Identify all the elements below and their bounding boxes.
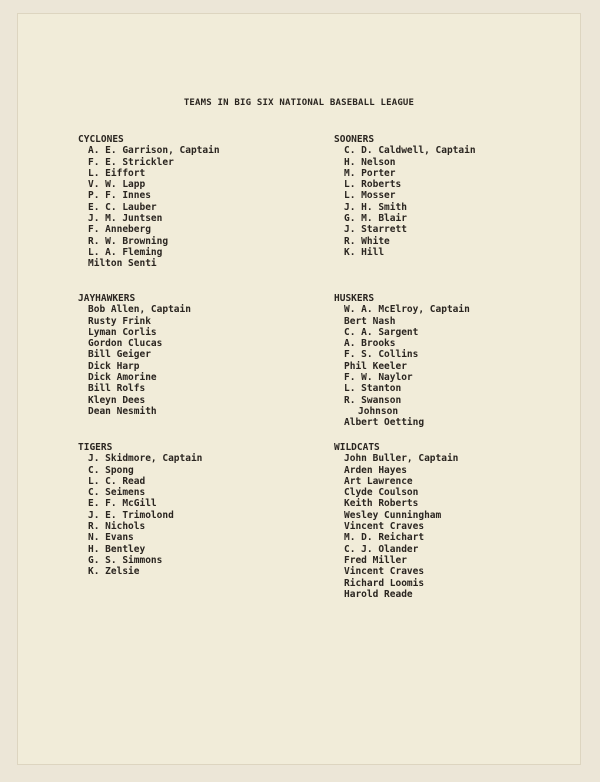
player-name: Dick Amorine [88,372,157,384]
player-name: L. C. Read [88,475,146,487]
player-name: Dick Harp [88,360,140,372]
player-name: Fred Miller [344,554,407,566]
player-name: E. F. McGill [88,498,157,510]
player-name: G. M. Blair [344,213,407,225]
player-name: M. D. Reichart [344,532,425,544]
player-name: F. S. Collins [344,349,419,361]
player-name: Richard Loomis [344,577,425,589]
player-name: F. Anneberg [88,224,151,236]
team-huskers [334,293,470,429]
player-name: J. H. Smith [344,201,407,213]
player-name: M. Porter [344,167,396,179]
player-name: Wesley Cunningham [344,509,442,521]
player-name: C. J. Olander [344,543,419,555]
player-name: F. E. Strickler [88,156,174,168]
player-name: J. M. Juntsen [88,213,163,225]
player-name: C. Seimens [88,487,146,499]
player-name: H. Bentley [88,543,146,555]
player-name: J. Skidmore, Captain [88,453,203,465]
player-name: Bert Nash [344,315,396,327]
player-list [334,304,470,428]
player-name: C. A. Sargent [344,326,419,338]
team-sooners [334,134,476,258]
player-name: Art Lawrence [344,475,413,487]
player-name: N. Evans [88,532,134,544]
player-list [334,145,476,258]
team-name: TIGERS [78,442,113,453]
player-name: A. E. Garrison, Captain [88,145,220,157]
player-name: Bob Allen, Captain [88,304,191,316]
player-name: J. Starrett [344,224,407,236]
player-list [78,145,220,269]
player-name: K. Zelsie [88,566,140,578]
team-name: HUSKERS [334,293,375,304]
team-jayhawkers [78,293,191,417]
player-name: L. Roberts [344,179,402,191]
player-name: L. Stanton [344,383,402,395]
team-name: SOONERS [334,134,375,145]
player-name: John Buller, Captain [344,453,459,465]
player-name: R. White [344,235,390,247]
player-list [334,453,458,600]
player-name: Vincent Craves [344,566,425,578]
player-name: R. Nichols [88,521,146,533]
player-name: G. S. Simmons [88,554,163,566]
player-name: R. Swanson [344,394,402,406]
team-tigers [78,442,202,578]
team-name: JAYHAWKERS [78,293,136,304]
player-name: R. W. Browning [88,235,169,247]
team-name: WILDCATS [334,442,380,453]
document-page [18,14,580,764]
player-name: F. W. Naylor [344,372,413,384]
player-name: Dean Nesmith [88,405,157,417]
player-name: Lyman Corlis [88,326,157,338]
player-name: L. Eiffort [88,167,146,179]
player-name: Gordon Clucas [88,338,163,350]
player-name: H. Nelson [344,156,396,168]
player-name: Vincent Craves [344,521,425,533]
player-name: Rusty Frink [88,315,151,327]
player-name: Kleyn Dees [88,394,146,406]
player-name: Bill Rolfs [88,383,146,395]
player-name: Harold Reade [344,588,413,600]
player-name: Johnson [358,405,399,417]
team-cyclones [78,134,220,270]
player-name: L. Mosser [344,190,396,202]
player-name: Albert Oetting [344,417,425,429]
player-name: L. A. Fleming [88,246,163,258]
player-name: A. Brooks [344,338,396,350]
player-name: Keith Roberts [344,498,419,510]
player-list [78,453,202,577]
player-name: K. Hill [344,246,385,258]
player-name: P. F. Innes [88,190,151,202]
player-name: W. A. McElroy, Captain [344,304,470,316]
document-title: TEAMS IN BIG SIX NATIONAL BASEBALL LEAGUE [183,98,415,108]
player-list [78,304,191,417]
player-name: E. C. Lauber [88,201,157,213]
player-name: Bill Geiger [88,349,151,361]
player-name: C. D. Caldwell, Captain [344,145,476,157]
player-name: Arden Hayes [344,464,407,476]
player-name: J. E. Trimolond [88,509,174,521]
player-name: Phil Keeler [344,360,407,372]
player-name: C. Spong [88,464,134,476]
team-wildcats [334,442,458,600]
player-name: Clyde Coulson [344,487,419,499]
player-name: Milton Senti [88,258,157,270]
team-name: CYCLONES [78,134,124,145]
player-name: V. W. Lapp [88,179,146,191]
